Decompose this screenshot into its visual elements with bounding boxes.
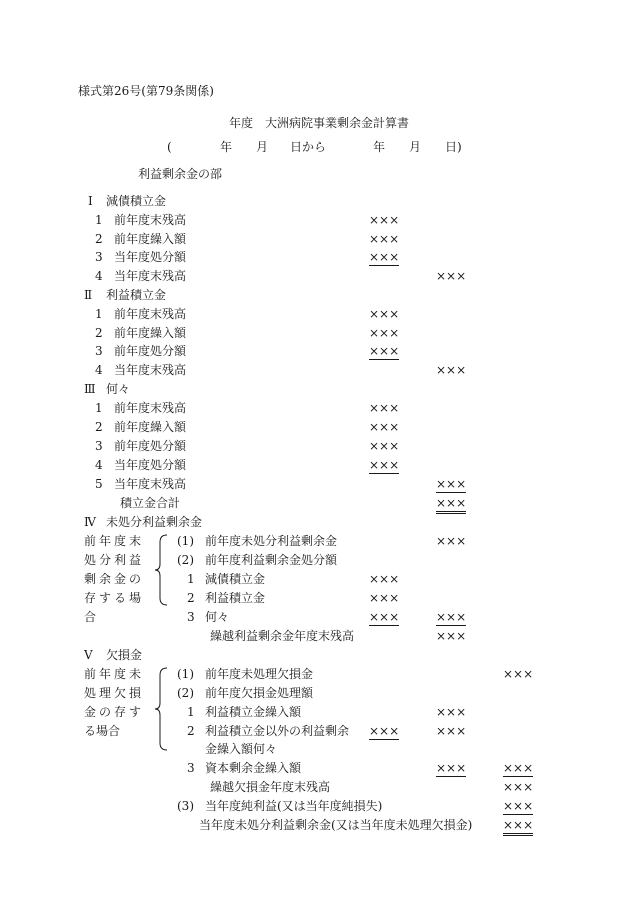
item-label: 前年度繰入額 <box>114 326 187 340</box>
left-brace-icon <box>153 667 169 751</box>
section-iv-number: Ⅳ <box>84 515 96 529</box>
amount-mark-underlined: ××× <box>369 250 400 264</box>
amount-mark: ××× <box>369 307 400 321</box>
carry-forward-label: 繰越利益剰余金年度末残高 <box>210 629 355 643</box>
item-number: (3) <box>177 799 194 813</box>
item-number: (1) <box>177 534 194 548</box>
item-number: 3 <box>187 610 195 624</box>
item-number: 2 <box>95 420 103 434</box>
item-label: 前年度未処理欠損金 <box>205 667 314 681</box>
period-day-2: 日) <box>445 140 462 154</box>
item-number: 2 <box>95 232 103 246</box>
item-number: 2 <box>187 724 195 738</box>
item-label: 資本剰余金繰入額 <box>205 761 302 775</box>
condition-text: 前年度未 <box>84 667 145 681</box>
item-number: 5 <box>95 477 103 491</box>
condition-text: 合 <box>84 610 97 624</box>
item-label: 前年度繰入額 <box>114 420 187 434</box>
item-label: 当年度末残高 <box>114 363 187 377</box>
item-number: 1 <box>95 213 103 227</box>
item-number: 2 <box>187 591 195 605</box>
condition-text: 存する場 <box>84 591 145 605</box>
section-iii-number: Ⅲ <box>84 382 96 396</box>
section-heading: 利益剰余金の部 <box>138 167 223 181</box>
item-label: 前年度末残高 <box>114 213 187 227</box>
item-label: 当年度末残高 <box>114 269 187 283</box>
amount-mark-underlined: ××× <box>436 610 467 624</box>
reserve-total-label: 積立金合計 <box>120 496 181 510</box>
final-balance-label: 当年度未処分利益剰余金(又は当年度未処理欠損金) <box>199 818 473 832</box>
item-number: 4 <box>95 363 103 377</box>
amount-mark: ××× <box>503 780 534 794</box>
item-number: (2) <box>177 553 194 567</box>
condition-text: 剰余金の <box>84 572 145 586</box>
condition-text: る場合 <box>84 724 121 738</box>
item-label: 当年度処分額 <box>114 458 187 472</box>
amount-mark: ××× <box>369 213 400 227</box>
item-number: 2 <box>95 326 103 340</box>
amount-mark: ××× <box>369 420 400 434</box>
item-label-continued: 金繰入額何々 <box>205 742 278 756</box>
condition-text: 金の存す <box>84 705 145 719</box>
period-day-1: 日から <box>290 140 327 154</box>
item-number: 1 <box>95 401 103 415</box>
amount-mark-underlined: ××× <box>369 724 400 738</box>
carry-forward-label: 繰越欠損金年度末残高 <box>210 780 331 794</box>
item-label: 当年度末残高 <box>114 477 187 491</box>
amount-mark: ××× <box>436 724 467 738</box>
condition-text: 処分利益 <box>84 553 145 567</box>
item-label: 前年度末残高 <box>114 401 187 415</box>
item-label: 前年度処分額 <box>114 439 187 453</box>
amount-mark-underlined: ××× <box>436 477 467 491</box>
amount-mark-underlined: ××× <box>436 761 467 775</box>
amount-mark-double-underlined: ××× <box>436 496 466 514</box>
condition-text: 処理欠損 <box>84 686 145 700</box>
item-number: 1 <box>95 307 103 321</box>
amount-mark: ××× <box>436 629 467 643</box>
amount-mark: ××× <box>503 667 534 681</box>
section-v-label: 欠損金 <box>106 648 143 662</box>
section-ii-number: Ⅱ <box>84 288 93 302</box>
item-number: (1) <box>177 667 194 681</box>
amount-mark: ××× <box>436 705 467 719</box>
item-number: 4 <box>95 269 103 283</box>
period-open: ( <box>167 140 172 154</box>
item-label: 前年度処分額 <box>114 344 187 358</box>
amount-mark-underlined: ××× <box>369 344 400 358</box>
item-number: 3 <box>95 344 103 358</box>
amount-mark-underlined: ××× <box>503 761 534 775</box>
amount-mark: ××× <box>369 572 400 586</box>
item-label: 利益積立金以外の利益剰余 <box>205 724 350 738</box>
section-iii-label: 何々 <box>106 382 131 396</box>
form-reference: 様式第26号(第79条関係) <box>78 84 214 98</box>
amount-mark: ××× <box>436 269 467 283</box>
item-number: 3 <box>187 761 195 775</box>
item-number: (2) <box>177 686 194 700</box>
section-i-number: Ⅰ <box>88 194 93 208</box>
amount-mark: ××× <box>436 534 467 548</box>
section-iv-label: 未処分利益剰余金 <box>106 515 203 529</box>
amount-mark-double-underlined: ××× <box>503 818 533 836</box>
item-label: 利益積立金繰入額 <box>205 705 302 719</box>
item-label: 何々 <box>205 610 230 624</box>
period-year-1: 年 <box>220 140 233 154</box>
item-label: 前年度利益剰余金処分額 <box>205 553 338 567</box>
period-month-2: 月 <box>409 140 422 154</box>
section-i-label: 減債積立金 <box>106 194 167 208</box>
item-label: 利益積立金 <box>205 591 266 605</box>
item-label: 前年度末残高 <box>114 307 187 321</box>
amount-mark: ××× <box>369 326 400 340</box>
item-number: 1 <box>187 705 195 719</box>
amount-mark: ××× <box>369 232 400 246</box>
item-label: 当年度純利益(又は当年度純損失) <box>205 799 383 813</box>
item-number: 1 <box>187 572 195 586</box>
left-brace-icon <box>153 534 169 606</box>
amount-mark: ××× <box>369 401 400 415</box>
amount-mark-underlined: ××× <box>369 610 400 624</box>
period-month-1: 月 <box>256 140 269 154</box>
amount-mark: ××× <box>369 439 400 453</box>
item-label: 当年度処分額 <box>114 250 187 264</box>
item-number: 3 <box>95 439 103 453</box>
item-label: 減債積立金 <box>205 572 266 586</box>
item-number: 4 <box>95 458 103 472</box>
document-title: 年度 大洲病院事業剰余金計算書 <box>229 116 410 130</box>
item-label: 前年度欠損金処理額 <box>205 686 314 700</box>
section-ii-label: 利益積立金 <box>106 288 167 302</box>
amount-mark-underlined: ××× <box>369 458 400 472</box>
section-v-number: Ⅴ <box>84 648 93 662</box>
amount-mark-underlined: ××× <box>503 799 534 813</box>
amount-mark: ××× <box>436 363 467 377</box>
period-year-2: 年 <box>373 140 386 154</box>
item-number: 3 <box>95 250 103 264</box>
amount-mark: ××× <box>369 591 400 605</box>
condition-text: 前年度末 <box>84 534 145 548</box>
item-label: 前年度未処分利益剰余金 <box>205 534 338 548</box>
item-label: 前年度繰入額 <box>114 232 187 246</box>
